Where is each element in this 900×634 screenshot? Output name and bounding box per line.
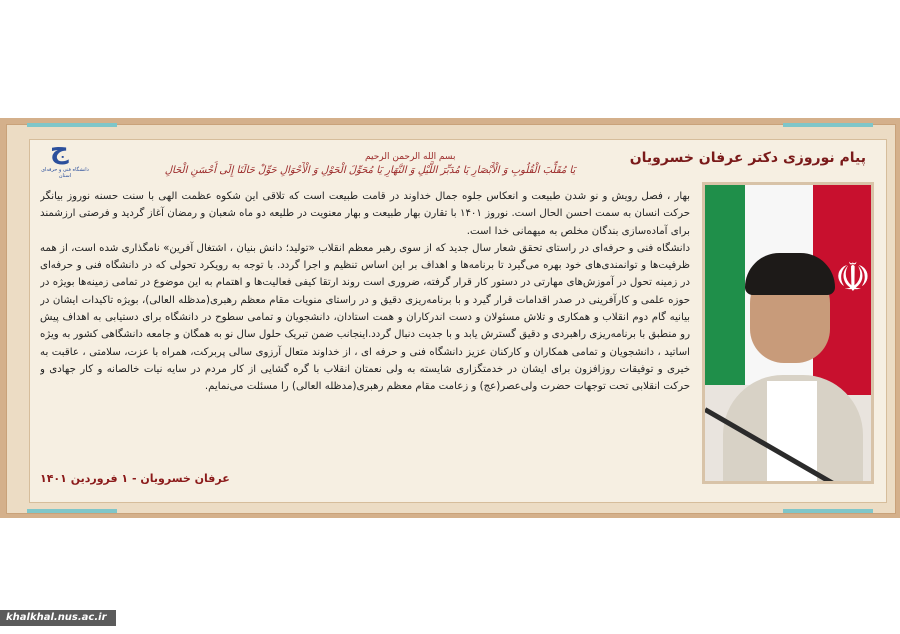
portrait-photo xyxy=(702,182,874,484)
frame-accent xyxy=(27,123,117,127)
site-watermark: khalkhal.nus.ac.ir xyxy=(0,610,116,626)
flag-green-stripe xyxy=(705,185,750,385)
university-logo xyxy=(40,135,90,191)
page-title: پیام نوروزی دکتر عرفان خسرویان xyxy=(629,150,866,166)
message-paragraph: دانشگاه فنی و حرفه‌ای در راستای تحقق شعار سال جدید که از سوی رهبر معظم انقلاب «تولید؛ دانش بنیان ، اشتغال آفرین» نامگذاری شده است، از همه ظرفیت‌ها و توانمندی‌های خود بهره می‌گیرد تا برنامه‌ها و اهداف بر این اساس تنظیم و اجرا گردد. با توجه به رویکرد تحولی که در دانشگاه فنی و حرفه‌ای در زمینه تحول در آموزش‌های مهارتی در دستور کار قرار گرفته، ضروری است روند ارتقا کیفی فعالیت‌ها و اهتمام به این موضوع در تمامی زمینه‌ها بویژه در حوزه علمی و کارآفرینی در صدر اقدامات قرار گیرد و با برنامه‌ریزی دقیق و در راستای منویات مقام معظم رهبری(مدظله العالی)، بویژه تاکیدات ایشان در بیانیه گام دوم انقلاب و همکاری و تلاش مسئولان و دست اندرکاران و همت استادان، دانشجویان و تمامی سطوح در دانشگاه برای دستیابی به اهداف پیش رو منطبق با برنامه‌ریزی راهبردی و دقیق گسترش یابد و با جدیت دنبال گردد.اینجانب ضمن تبریک حلول سال نو به همگان و جامعه دانشگاهی کشور به ویژه اساتید ، دانشجویان و تمامی همکاران و کارکنان عزیز دانشگاه فنی و حرفه ای ، از خداوند متعال آرزوی سالی پربرکت، همراه با عزت، سلامتی ، عاقبت به خیری و توفیقات روزافزون برای ایشان در خدمتگزاری شایسته به ولی نعمتان انقلاب با گره گشایی از کار مردم در سایه نیات خالصانه و کار جهادی و حرکت انقلابی تحت توجهات حضرت ولی‌عصر(عج) و زعامت مقام معظم رهبری(مدظله العالی) را مسئلت می‌نمایم. xyxy=(40,242,690,393)
bismillah: بسم الله الرحمن الرحیم xyxy=(365,152,456,162)
dua-verse: یَا مُقَلِّبَ الْقُلُوبِ وَ الْأَبْصَارِ یَا مُدَبِّرَ اللَّیْلِ وَ النَّهَارِ یَا مُحَوِّلَ الْحَوْلِ وَ الْأَحْوَالِ حَوِّلْ حَالَنَا إِلَى أَحْسَنِ الْحَالِ xyxy=(164,165,576,176)
logo-icon: ج xyxy=(50,135,69,165)
signature: عرفان خسرویان - ۱ فروردین ۱۴۰۱ xyxy=(40,472,230,485)
frame-accent xyxy=(27,509,117,513)
flag-emblem-icon: ☫ xyxy=(835,255,871,301)
message-body xyxy=(40,188,690,470)
message-paragraph: بهار ، فصل رویش و نو شدن طبیعت و انعکاس جلوه جمال خداوند در قامت طبیعت است که تلاقی این شکوه عظمت الهی با سنت حسنه نوروز بیانگر حرکت انسان به سمت احسن الحال است. نوروز ۱۴۰۱ با تقارن بهار طبیعت و بهار معنویت در طلیعه دو ماه شعبان و رمضان آغاز گردید و فرصتی ارزشمند برای آماده‌سازی بندگان مخلص به میهمانی خدا است. xyxy=(40,191,690,237)
frame-accent xyxy=(783,123,873,127)
person-hair xyxy=(745,253,835,295)
frame-accent xyxy=(783,509,873,513)
logo-subtitle: دانشگاه فنی و حرفه‌ای استان xyxy=(41,167,89,179)
